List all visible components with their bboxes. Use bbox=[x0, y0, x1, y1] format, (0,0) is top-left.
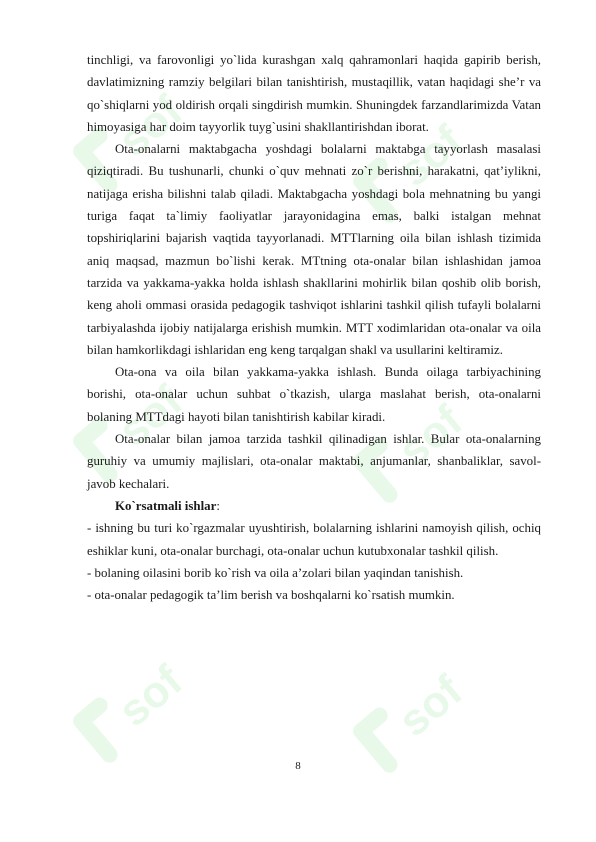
list-item: - bolaning oilasini borib ko`rish va oila a’zolari bilan yaqindan tanishish. bbox=[87, 565, 464, 580]
paragraph-continuation: tinchligi, va farovonligi yo`lida kurashgan xalq qahramonlari haqida gapirib berish, davlatimizning ramziy belgilari bilan tanishtirish, mustaqillik, vatan haqidagi she’r va qo`shiqlarni yod oldirish orqali singdirish mumkin. Shuningdek farzandlarimizda Vatan himoyasiga har doim tayyorlik tuyg`usini shakllantirishdan iborat. bbox=[87, 53, 541, 134]
paragraph-school-preparation: Ota-onalarni maktabgacha yoshdagi bolalarni maktabga tayyorlash masalasi qiziqtiradi. Bu tushunarli, chunki o`quv mehnati zo`r berishni, harakatni, qat’iylikni, natijaga erisha bilishni talab qiladi. Maktabgacha yoshdagi bola mehnatning bu yangi turiga faqat ta`limiy faoliyatlar jarayonidagina emas, balki istalgan mehnat topshiriqlarini bajarish vaqtida tayyorlanadi. MTTlarning oila bilan ishlash tizimida aniq maqsad, mazmun bo`lishi kerak. MTtning ota-onalar bilan ishlashidan jamoa tarzida va yakkama-yakka holda ishlash shakllarini mohirlik bilan qoshib olib borish, keng aholi ommasi orasida pedagogik tashviqot ishlarini tashkil qilish tufayli bolalarni tarbiyalashda ijobiy natijalarga erishish mumkin. MTT xodimlaridan ota-onalar va oila bilan hamkorlikdagi ishlaridan eng keng tarqalgan shakl va usullarini keltiramiz. bbox=[87, 142, 541, 357]
svg-text:sof: sof bbox=[389, 666, 472, 747]
list-item: - ota-onalar pedagogik ta’lim berish va boshqalarni ko`rsatish mumkin. bbox=[87, 588, 455, 603]
svg-text:sof: sof bbox=[109, 86, 192, 167]
body-text bbox=[87, 49, 541, 606]
svg-text:sof: sof bbox=[389, 116, 472, 197]
svg-text:sof: sof bbox=[109, 656, 192, 737]
visual-work-list bbox=[87, 517, 541, 606]
page-number: 8 bbox=[295, 760, 301, 772]
visual-work-heading-line bbox=[87, 495, 541, 517]
paragraph-individual-work: Ota-ona va oila bilan yakkama-yakka ishlash. Bunda oilaga tarbiyachining borishi, ota-onalar uchun suhbat o`tkazish, ularga maslahat berish, ota-onalarni bolaning MTTdagi hayoti bilan tanishtirish kabilar kiradi. bbox=[87, 365, 541, 424]
heading-colon: : bbox=[216, 498, 220, 513]
paragraph-group-work: Ota-onalar bilan jamoa tarzida tashkil qilinadigan ishlar. Bular ota-onalarning guruhiy va umumiy majlislari, ota-onalar maktabi, anjumanlar, shanbaliklar, savol-javob kechalari. bbox=[87, 432, 541, 491]
list-item: - ishning bu turi ko`rgazmalar uyushtirish, bolalarning ishlarini namoyish qilish, ochiq eshiklar kuni, ota-onalar burchagi, ota-onalar uchun kutubxonalar tashkil qilish. bbox=[87, 521, 541, 558]
svg-text:sof: sof bbox=[109, 376, 192, 457]
visual-work-heading: Ko`rsatmali ishlar bbox=[115, 498, 217, 513]
svg-text:sof: sof bbox=[389, 396, 472, 477]
